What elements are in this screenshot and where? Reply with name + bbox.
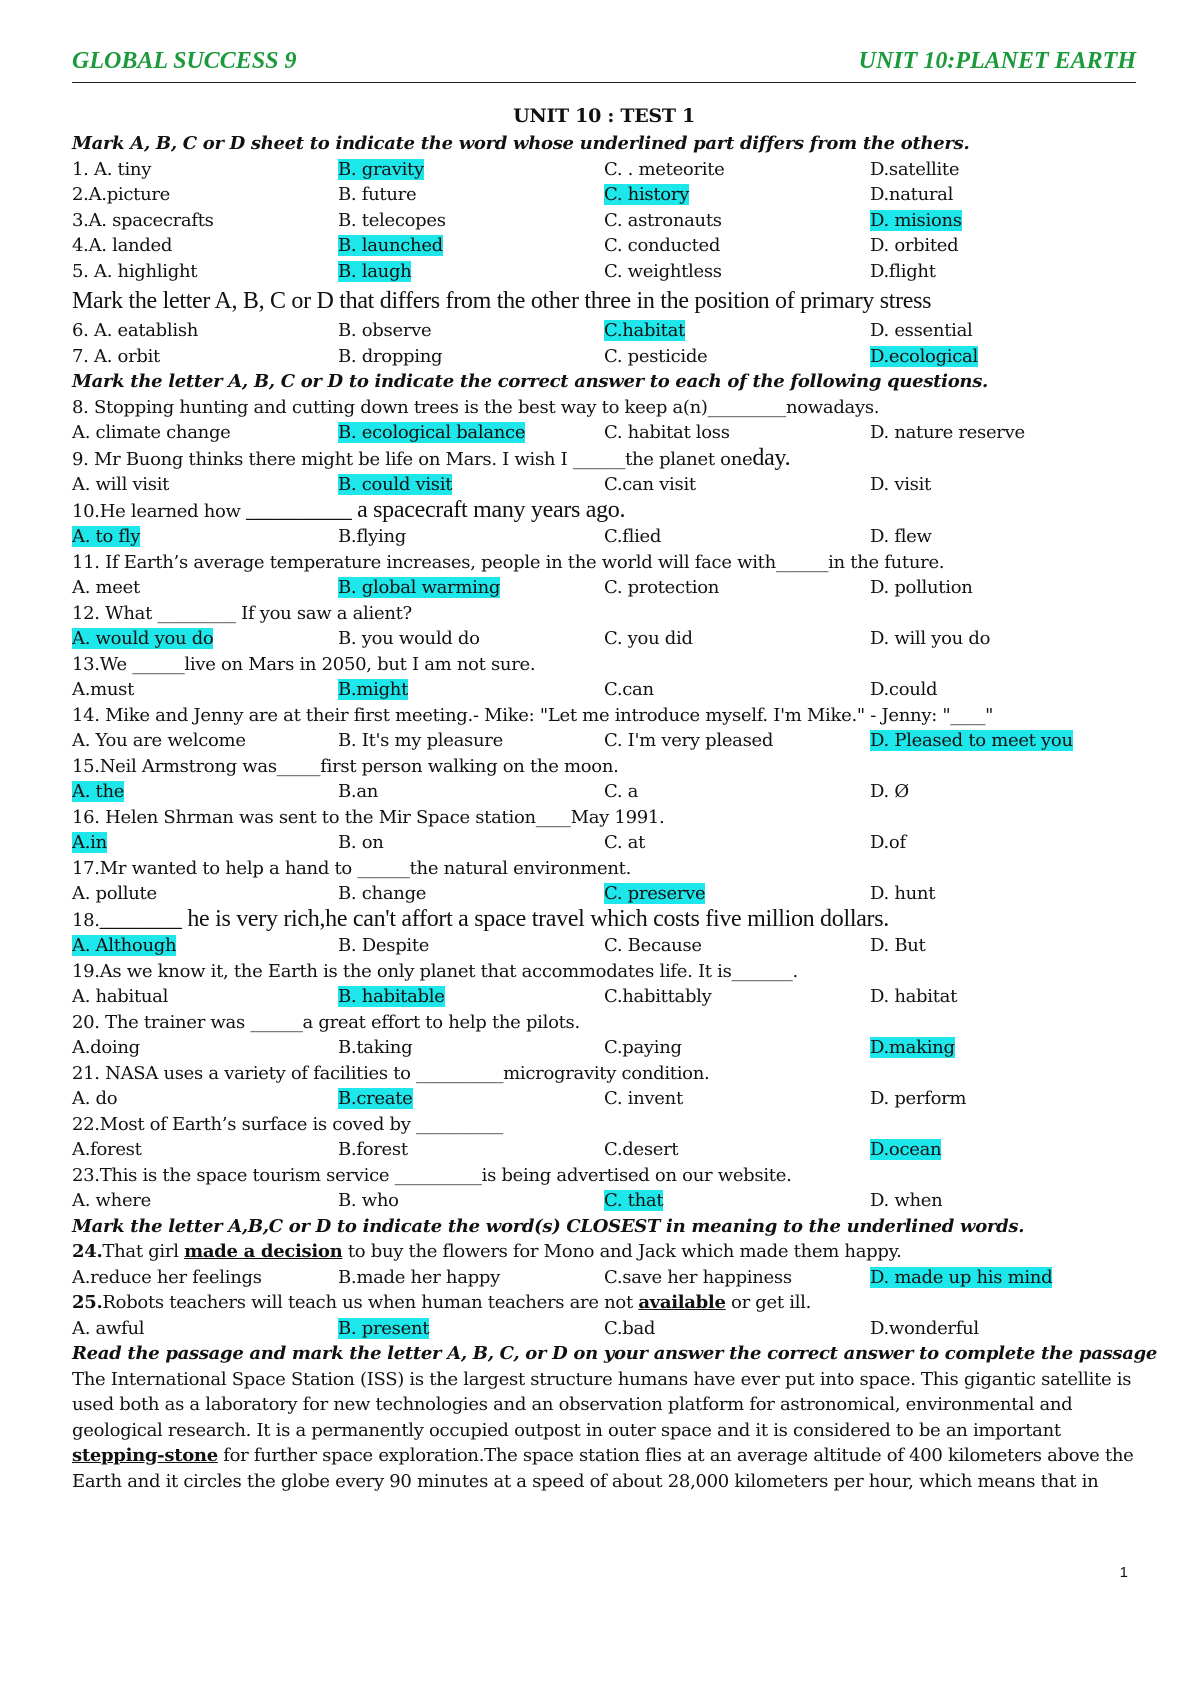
option: C. invent xyxy=(604,1088,683,1109)
answer-options xyxy=(72,182,1136,208)
passage-line: used both as a laboratory for new technologies and an observation platform for astronomical, environmental and xyxy=(72,1394,1073,1415)
option: A.reduce her feelings xyxy=(72,1266,262,1288)
option-cell xyxy=(72,728,338,754)
correct-option: B. could visit xyxy=(338,474,453,495)
answer-options xyxy=(72,208,1136,234)
answer-options xyxy=(72,984,1136,1010)
answer-options xyxy=(72,933,1136,959)
question-text: 16. Helen Shrman was sent to the Mir Space station____May 1991. xyxy=(72,806,665,828)
option-cell xyxy=(604,1035,870,1061)
option-cell xyxy=(72,984,338,1010)
question-text-large: _______ he is very rich,he can't affort a space travel which costs five million dollars. xyxy=(99,905,889,932)
option-cell xyxy=(870,779,1136,805)
option-cell xyxy=(72,1265,338,1291)
option: D. visit xyxy=(870,474,931,495)
correct-option: C.habitat xyxy=(604,320,685,341)
option-cell xyxy=(338,233,604,259)
option: B. dropping xyxy=(338,345,443,367)
section1-questions xyxy=(72,157,1136,285)
option-cell xyxy=(870,233,1136,259)
option-cell xyxy=(870,881,1136,907)
answer-options xyxy=(72,1316,1136,1342)
answer-options xyxy=(72,830,1136,856)
correct-option: A. would you do xyxy=(72,628,214,649)
option-cell xyxy=(72,677,338,703)
option: C. Because xyxy=(604,935,702,956)
option: 4.A. landed xyxy=(72,235,173,256)
option-cell xyxy=(604,1316,870,1342)
option-cell xyxy=(604,677,870,703)
option-cell xyxy=(604,524,870,550)
option-cell xyxy=(72,830,338,856)
option-cell xyxy=(604,472,870,498)
option-cell xyxy=(604,779,870,805)
passage-line xyxy=(72,1443,1136,1469)
option: A. pollute xyxy=(72,883,157,904)
option: C.habittably xyxy=(604,986,712,1007)
correct-option: C. history xyxy=(604,184,690,205)
question-stem xyxy=(72,703,1136,729)
correct-option: D.ocean xyxy=(870,1139,942,1160)
option: B.forest xyxy=(338,1139,408,1160)
option: D. But xyxy=(870,935,926,956)
option-cell xyxy=(870,984,1136,1010)
correct-option: D. made up his mind xyxy=(870,1266,1053,1288)
correct-option: B. global warming xyxy=(338,577,501,598)
correct-option: D. Pleased to meet you xyxy=(870,730,1073,751)
option-cell xyxy=(338,881,604,907)
section2-questions xyxy=(72,318,1136,369)
option-cell xyxy=(870,1316,1136,1342)
option: C.flied xyxy=(604,526,662,547)
option-cell xyxy=(870,1265,1136,1291)
option-cell xyxy=(604,420,870,446)
question-stem xyxy=(72,805,1136,831)
option-cell xyxy=(870,677,1136,703)
question-stem xyxy=(72,1290,1136,1316)
option-cell xyxy=(72,182,338,208)
option: C.save her happiness xyxy=(604,1266,792,1288)
option-cell xyxy=(604,208,870,234)
option: C. habitat loss xyxy=(604,422,730,443)
option: B. future xyxy=(338,184,417,205)
answer-options xyxy=(72,575,1136,601)
question-text: 22.Most of Earth’s surface is coved by __________ xyxy=(72,1113,503,1135)
answer-options xyxy=(72,472,1136,498)
option-cell xyxy=(604,259,870,285)
question-stem xyxy=(72,1163,1136,1189)
option: A. You are welcome xyxy=(72,730,246,751)
option: C.bad xyxy=(604,1317,656,1339)
header-left: GLOBAL SUCCESS 9 xyxy=(72,48,297,74)
question-text: 21. NASA uses a variety of facilities to __________microgravity condition. xyxy=(72,1062,710,1084)
option-cell xyxy=(72,933,338,959)
option-cell xyxy=(870,1086,1136,1112)
option: A. where xyxy=(72,1190,151,1211)
option-cell xyxy=(338,984,604,1010)
option-cell xyxy=(72,344,338,370)
option: C.can xyxy=(604,679,654,700)
option: 3.A. spacecrafts xyxy=(72,209,214,231)
option-cell xyxy=(604,233,870,259)
question-stem xyxy=(72,1010,1136,1036)
option: 2.A.picture xyxy=(72,184,171,205)
answer-options xyxy=(72,626,1136,652)
option: C. weightless xyxy=(604,260,722,282)
underlined-phrase: available xyxy=(638,1292,726,1313)
question-text: 23.This is the space tourism service __________is being advertised on our website. xyxy=(72,1164,792,1186)
answer-options xyxy=(72,1265,1136,1291)
option-cell xyxy=(338,575,604,601)
correct-option: D.making xyxy=(870,1037,955,1058)
option: D. will you do xyxy=(870,628,991,649)
correct-option: B. present xyxy=(338,1317,430,1339)
option-cell xyxy=(870,259,1136,285)
option-cell xyxy=(870,1035,1136,1061)
option-cell xyxy=(604,575,870,601)
option-cell xyxy=(338,1086,604,1112)
option: B. telecopes xyxy=(338,209,446,231)
page-number: 1 xyxy=(1119,1564,1128,1581)
option-cell xyxy=(338,779,604,805)
question-stem xyxy=(72,601,1136,627)
option-cell xyxy=(72,233,338,259)
option-cell xyxy=(72,626,338,652)
passage-line: Earth and it circles the globe every 90 minutes at a speed of about 28,000 kilometers per hour, which means that in xyxy=(72,1470,1099,1492)
option: A. will visit xyxy=(72,474,170,495)
option-cell xyxy=(604,157,870,183)
option: D. flew xyxy=(870,526,932,547)
option: B.flying xyxy=(338,526,407,547)
passage-line: geological research. It is a permanently occupied outpost in outer space and it is considered to be an important xyxy=(72,1419,1061,1441)
option: A. climate change xyxy=(72,422,231,443)
question-text: 17.Mr wanted to help a hand to ______the natural environment. xyxy=(72,857,632,879)
answer-options xyxy=(72,1137,1136,1163)
option-cell xyxy=(338,677,604,703)
correct-option: B. gravity xyxy=(338,158,424,180)
option: A.must xyxy=(72,679,135,700)
option-cell xyxy=(870,208,1136,234)
question-stem xyxy=(72,754,1136,780)
option: 5. A. highlight xyxy=(72,260,198,282)
answer-options xyxy=(72,259,1136,285)
question-text: 15.Neil Armstrong was_____first person walking on the moon. xyxy=(72,755,619,777)
question-stem xyxy=(72,498,1136,525)
question-number: 25. xyxy=(72,1292,103,1313)
option: C. protection xyxy=(604,577,720,598)
question-text: 11. If Earth’s average temperature increases, people in the world will face with______in the future. xyxy=(72,551,945,573)
option-cell xyxy=(338,1316,604,1342)
question-stem xyxy=(72,446,1136,473)
option-cell xyxy=(870,728,1136,754)
correct-option: C. that xyxy=(604,1190,664,1211)
option-cell xyxy=(338,344,604,370)
option-cell xyxy=(870,575,1136,601)
question-text: 18. xyxy=(72,909,100,931)
option: D. essential xyxy=(870,320,973,341)
option-cell xyxy=(870,524,1136,550)
option-cell xyxy=(870,1188,1136,1214)
option-cell xyxy=(604,344,870,370)
option-cell xyxy=(870,830,1136,856)
option: 7. A. orbit xyxy=(72,345,160,367)
option-cell xyxy=(604,984,870,1010)
option: A. do xyxy=(72,1088,118,1109)
option-cell xyxy=(338,259,604,285)
option: D. habitat xyxy=(870,986,958,1007)
option: C. pesticide xyxy=(604,345,708,367)
option: C. . meteorite xyxy=(604,158,725,180)
passage-text: for further space exploration.The space station flies at an average altitude of 400 kilometers above the xyxy=(217,1445,1134,1466)
answer-options xyxy=(72,779,1136,805)
option: 1. A. tiny xyxy=(72,158,152,180)
option: C.can visit xyxy=(604,474,696,495)
option-cell xyxy=(72,420,338,446)
option: A. awful xyxy=(72,1317,145,1339)
option: C. a xyxy=(604,781,639,802)
option: 6. A. eatablish xyxy=(72,320,199,341)
option-cell xyxy=(870,318,1136,344)
option: A.doing xyxy=(72,1037,140,1058)
option-cell xyxy=(72,259,338,285)
question-text: to buy the flowers for Mono and Jack which made them happy. xyxy=(342,1241,902,1262)
option: C.paying xyxy=(604,1037,682,1058)
option-cell xyxy=(870,472,1136,498)
question-text: 20. The trainer was ______a great effort to help the pilots. xyxy=(72,1011,580,1033)
option: D. when xyxy=(870,1190,943,1211)
option-cell xyxy=(604,881,870,907)
option-cell xyxy=(604,318,870,344)
option-cell xyxy=(870,157,1136,183)
underlined-phrase: made a decision xyxy=(184,1241,343,1262)
option-cell xyxy=(338,420,604,446)
question-text: 12. What _________ If you saw a alient? xyxy=(72,602,412,624)
option-cell xyxy=(338,728,604,754)
option: D. Ø xyxy=(870,781,909,802)
option: D.satellite xyxy=(870,158,960,180)
question-text: 10.He learned how xyxy=(72,500,247,522)
option: B. you would do xyxy=(338,628,480,649)
option-cell xyxy=(870,626,1136,652)
option: D. nature reserve xyxy=(870,422,1025,443)
option: B.taking xyxy=(338,1037,413,1058)
option: B.made her happy xyxy=(338,1266,500,1288)
question-text: 9. Mr Buong thinks there might be life on Mars. I wish I ______the planet one xyxy=(72,448,753,470)
option-cell xyxy=(338,524,604,550)
option: C. astronauts xyxy=(604,209,722,231)
question-stem xyxy=(72,1112,1136,1138)
option-cell xyxy=(72,208,338,234)
option: D. orbited xyxy=(870,235,959,256)
option-cell xyxy=(72,1086,338,1112)
question-stem xyxy=(72,959,1136,985)
question-number: 24. xyxy=(72,1241,103,1262)
option: D. hunt xyxy=(870,883,936,904)
correct-option: B.might xyxy=(338,679,409,700)
correct-option: D.ecological xyxy=(870,345,978,367)
option-cell xyxy=(870,344,1136,370)
question-stem xyxy=(72,1239,1136,1265)
option-cell xyxy=(72,157,338,183)
option-cell xyxy=(72,1035,338,1061)
answer-options xyxy=(72,344,1136,370)
answer-options xyxy=(72,233,1136,259)
option-cell xyxy=(72,881,338,907)
correct-option: A. the xyxy=(72,781,125,802)
question-text: or get ill. xyxy=(725,1292,812,1313)
answer-options xyxy=(72,677,1136,703)
answer-options xyxy=(72,524,1136,550)
option-cell xyxy=(72,575,338,601)
section4-instruction: Mark the letter A,B,C or D to indicate the word(s) CLOSEST in meaning to the underlined words. xyxy=(72,1215,1025,1237)
option: D.flight xyxy=(870,260,936,282)
answer-options xyxy=(72,728,1136,754)
correct-option: A. Although xyxy=(72,935,177,956)
option-cell xyxy=(604,182,870,208)
document-body xyxy=(72,104,1158,1494)
option-cell xyxy=(870,182,1136,208)
option: C. at xyxy=(604,832,646,853)
question-text: 19.As we know it, the Earth is the only planet that accommodates life. It is_______. xyxy=(72,960,798,982)
option-cell xyxy=(338,1137,604,1163)
option: B. It's my pleasure xyxy=(338,730,503,751)
question-text-large: day. xyxy=(752,444,791,471)
question-stem xyxy=(72,550,1136,576)
option-cell xyxy=(72,1316,338,1342)
option-cell xyxy=(338,830,604,856)
option-cell xyxy=(604,1188,870,1214)
option-cell xyxy=(72,779,338,805)
section2-instruction: Mark the letter A, B, C or D that differs from the other three in the position of primary stress xyxy=(72,288,932,314)
option-cell xyxy=(604,728,870,754)
option: B. who xyxy=(338,1190,399,1211)
correct-option: B. laugh xyxy=(338,260,412,282)
option-cell xyxy=(72,472,338,498)
correct-option: B. habitable xyxy=(338,986,445,1007)
question-text: Robots teachers will teach us when human teachers are not xyxy=(102,1292,639,1313)
option-cell xyxy=(72,1137,338,1163)
option: A. habitual xyxy=(72,986,169,1007)
option: D.of xyxy=(870,832,906,853)
underlined-word: stepping-stone xyxy=(72,1445,218,1466)
passage-line: The International Space Station (ISS) is the largest structure humans have ever put into space. This gigantic satellite is xyxy=(72,1368,1132,1390)
option-cell xyxy=(604,1137,870,1163)
answer-options xyxy=(72,1086,1136,1112)
option: C. I'm very pleased xyxy=(604,730,774,751)
test-title: UNIT 10 : TEST 1 xyxy=(513,105,695,127)
option: C. you did xyxy=(604,628,693,649)
question-stem xyxy=(72,395,1136,421)
option-cell xyxy=(72,524,338,550)
correct-option: A. to fly xyxy=(72,526,141,547)
correct-option: B. launched xyxy=(338,235,443,256)
option: B. observe xyxy=(338,320,432,341)
question-stem xyxy=(72,907,1136,934)
option-cell xyxy=(338,208,604,234)
option-cell xyxy=(338,318,604,344)
reading-passage xyxy=(72,1367,1136,1495)
option-cell xyxy=(338,1188,604,1214)
correct-option: D. misions xyxy=(870,209,962,231)
question-stem xyxy=(72,1061,1136,1087)
option-cell xyxy=(870,1137,1136,1163)
option: A. meet xyxy=(72,577,140,598)
answer-options xyxy=(72,420,1136,446)
option-cell xyxy=(604,1265,870,1291)
option-cell xyxy=(604,1086,870,1112)
option-cell xyxy=(338,933,604,959)
option: A.forest xyxy=(72,1139,142,1160)
section4-questions xyxy=(72,1239,1136,1341)
option: D. pollution xyxy=(870,577,973,598)
option: B. Despite xyxy=(338,935,430,956)
option-cell xyxy=(338,626,604,652)
question-text: 14. Mike and Jenny are at their first meeting.- Mike: "Let me introduce myself. I'm Mike." - Jenny: "____" xyxy=(72,704,994,726)
option-cell xyxy=(338,1265,604,1291)
header-right: UNIT 10:PLANET EARTH xyxy=(858,48,1136,74)
answer-options xyxy=(72,881,1136,907)
question-stem xyxy=(72,856,1136,882)
option: B. on xyxy=(338,832,384,853)
correct-option: B. ecological balance xyxy=(338,422,526,443)
answer-options xyxy=(72,1035,1136,1061)
option-cell xyxy=(338,1035,604,1061)
correct-option: A.in xyxy=(72,832,107,853)
option-cell xyxy=(72,318,338,344)
option-cell xyxy=(870,420,1136,446)
question-stem xyxy=(72,652,1136,678)
question-text: 8. Stopping hunting and cutting down trees is the best way to keep a(n)_________nowadays. xyxy=(72,396,880,418)
option: D.wonderful xyxy=(870,1317,979,1339)
correct-option: C. preserve xyxy=(604,883,706,904)
option: C. conducted xyxy=(604,235,721,256)
option: B. change xyxy=(338,883,427,904)
answer-options xyxy=(72,1188,1136,1214)
answer-options xyxy=(72,157,1136,183)
option: C.desert xyxy=(604,1139,679,1160)
option-cell xyxy=(604,933,870,959)
option: B.an xyxy=(338,781,379,802)
section3-instruction: Mark the letter A, B, C or D to indicate the correct answer to each of the following questions. xyxy=(72,371,989,392)
option-cell xyxy=(72,1188,338,1214)
page-header xyxy=(72,44,1136,83)
answer-options xyxy=(72,318,1136,344)
question-text: That girl xyxy=(102,1241,185,1262)
option-cell xyxy=(604,626,870,652)
option-cell xyxy=(604,830,870,856)
option: D. perform xyxy=(870,1088,967,1109)
option-cell xyxy=(338,472,604,498)
option-cell xyxy=(870,933,1136,959)
option-cell xyxy=(338,182,604,208)
option: D.natural xyxy=(870,184,954,205)
option-cell xyxy=(338,157,604,183)
section5-instruction: Read the passage and mark the letter A, B, C, or D on your answer the correct answer to complete the passage xyxy=(72,1343,1158,1364)
correct-option: B.create xyxy=(338,1088,413,1109)
section1-instruction: Mark A, B, C or D sheet to indicate the word whose underlined part differs from the others. xyxy=(72,133,970,154)
section3-questions xyxy=(72,395,1136,1214)
question-text: 13.We ______live on Mars in 2050, but I am not sure. xyxy=(72,653,536,675)
option: D.could xyxy=(870,679,938,700)
question-text-large: _________ a spacecraft many years ago. xyxy=(246,496,626,523)
